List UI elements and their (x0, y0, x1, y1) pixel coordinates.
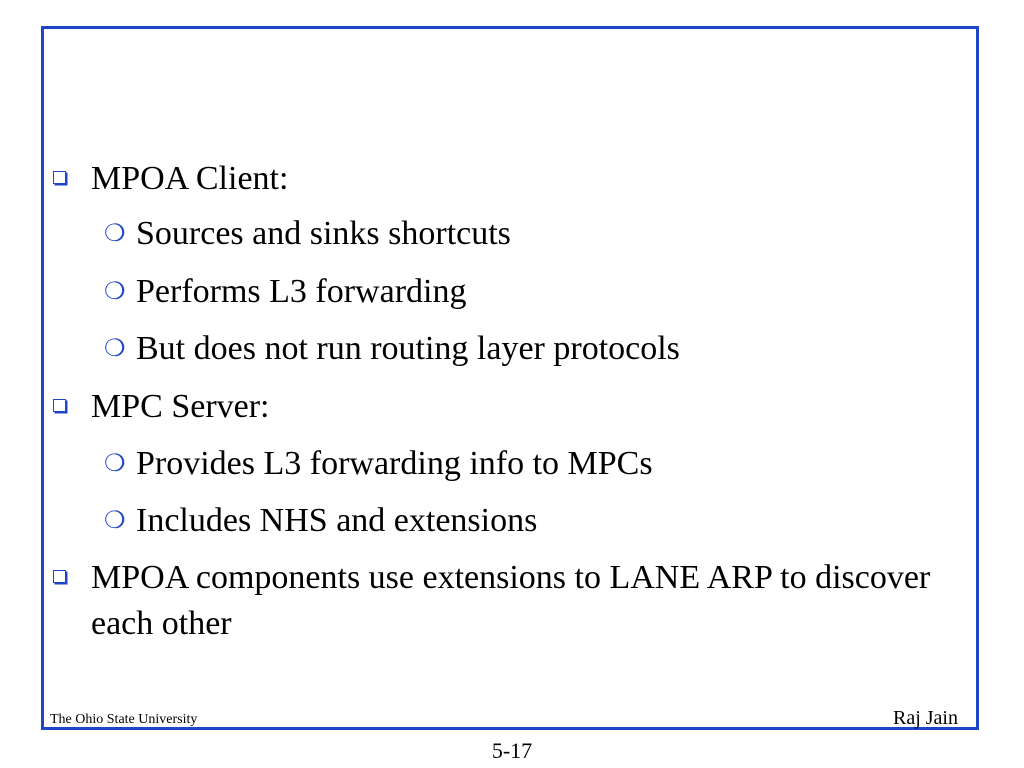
sub-bullet-text: Includes NHS and extensions (136, 502, 538, 539)
bullet-text: MPOA Client: (91, 160, 289, 197)
circle-bullet-icon: ❍ (104, 451, 126, 477)
sub-bullet-text: Provides L3 forwarding info to MPCs (136, 445, 653, 482)
circle-bullet-icon: ❍ (104, 508, 126, 534)
bullet-item (91, 555, 941, 647)
sub-bullet-item (104, 326, 680, 372)
sub-bullet-text: But does not run routing layer protocols (136, 330, 680, 367)
footer-institution: The Ohio State University (50, 712, 198, 727)
circle-bullet-icon: ❍ (104, 336, 126, 362)
bullet-text: MPOA components use extensions to LANE ARP to discover each other (91, 559, 931, 642)
square-bullet-icon (53, 570, 66, 583)
page-number: 5-17 (491, 738, 533, 763)
bullet-text: MPC Server: (91, 388, 270, 425)
sub-bullet-text: Sources and sinks shortcuts (136, 215, 511, 252)
sub-bullet-item (104, 269, 467, 315)
bullet-item (91, 156, 288, 202)
sub-bullet-item (104, 498, 538, 544)
square-bullet-icon (53, 399, 66, 412)
square-bullet-icon (53, 171, 66, 184)
sub-bullet-item (104, 211, 511, 257)
circle-bullet-icon: ❍ (104, 221, 126, 247)
sub-bullet-text: Performs L3 forwarding (136, 273, 467, 310)
circle-bullet-icon: ❍ (104, 279, 126, 305)
bullet-item (91, 384, 270, 430)
footer-author: Raj Jain (893, 707, 958, 729)
sub-bullet-item (104, 441, 653, 487)
